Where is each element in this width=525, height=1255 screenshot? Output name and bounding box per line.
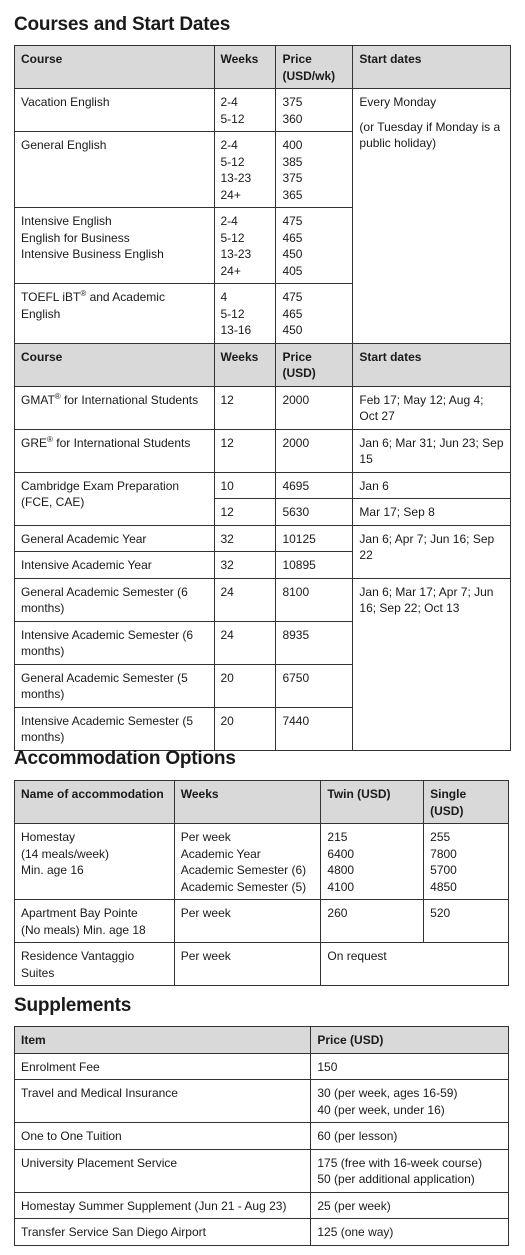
- course-weeks: 2-4 5-12 13-23 24+: [214, 132, 276, 208]
- course-weeks: 24: [214, 578, 276, 621]
- course-name: [15, 429, 215, 472]
- course-name: Vacation English: [15, 89, 215, 132]
- course-weeks: 4 5-12 13-16: [214, 284, 276, 344]
- header-price: Price (USD): [276, 343, 353, 386]
- supplements-header-row: [15, 1027, 509, 1054]
- accommodation-weeks: Per week: [174, 900, 321, 943]
- accommodation-header-row: [15, 781, 509, 824]
- table-row: [15, 824, 509, 900]
- accommodation-twin: 215 6400 4800 4100: [321, 824, 424, 900]
- course-start-dates: Jan 6: [353, 472, 511, 499]
- table-row: [15, 578, 511, 621]
- course-weeks: 12: [214, 429, 276, 472]
- course-price: 400 385 375 365: [276, 132, 353, 208]
- course-weeks: 20: [214, 664, 276, 707]
- course-price: 5630: [276, 499, 353, 526]
- course-weeks: 20: [214, 707, 276, 750]
- course-weeks: 2-4 5-12: [214, 89, 276, 132]
- accommodation-single: 520: [424, 900, 509, 943]
- supplement-price: 125 (one way): [311, 1219, 509, 1246]
- supplements-table: [14, 1026, 509, 1246]
- course-name: Intensive Academic Semester (6 months): [15, 621, 215, 664]
- course-weeks: 10: [214, 472, 276, 499]
- supplement-item: Travel and Medical Insurance: [15, 1080, 311, 1123]
- supplement-price: 30 (per week, ages 16-59) 40 (per week, under 16): [311, 1080, 509, 1123]
- course-name-part: TOEFL iBT: [21, 290, 81, 304]
- course-name: General Academic Semester (6 months): [15, 578, 215, 621]
- course-name: Intensive Academic Semester (5 months): [15, 707, 215, 750]
- header-price: Price (USD): [311, 1027, 509, 1054]
- courses-header-row: [15, 46, 511, 89]
- registered-mark: ®: [47, 434, 53, 444]
- accommodation-table: [14, 780, 509, 986]
- course-price: 7440: [276, 707, 353, 750]
- course-name-part: GRE: [21, 435, 48, 450]
- supplement-price: 25 (per week): [311, 1192, 509, 1219]
- table-row: [15, 386, 511, 429]
- table-row: [15, 1219, 509, 1246]
- course-name: General Academic Year: [15, 525, 215, 552]
- start-holiday-note: (or Tuesday if Monday is a public holiday): [359, 119, 501, 150]
- course-weeks: 2-4 5-12 13-23 24+: [214, 208, 276, 284]
- accommodation-twin: 260: [321, 900, 424, 943]
- start-every-monday: Every Monday: [359, 95, 437, 109]
- header-twin: Twin (USD): [321, 781, 424, 824]
- accommodation-name: Homestay (14 meals/week) Min. age 16: [15, 824, 175, 900]
- course-name: [15, 386, 215, 429]
- courses-header-row-2: [15, 343, 511, 386]
- course-weeks: 24: [214, 621, 276, 664]
- header-weeks: Weeks: [214, 343, 276, 386]
- course-price: 2000: [276, 386, 353, 429]
- course-price: 2000: [276, 429, 353, 472]
- table-row: [15, 525, 511, 552]
- supplement-item: Enrolment Fee: [15, 1053, 311, 1080]
- accommodation-weeks: Per week: [174, 943, 321, 986]
- course-name: General Academic Semester (5 months): [15, 664, 215, 707]
- table-row: [15, 1053, 509, 1080]
- accommodation-name: Apartment Bay Pointe (No meals) Min. age 18: [15, 900, 175, 943]
- course-weeks: 12: [214, 499, 276, 526]
- course-start-dates: Feb 17; May 12; Aug 4; Oct 27: [353, 386, 511, 429]
- table-row: [15, 1123, 509, 1150]
- course-name-part: for International Students: [60, 392, 199, 407]
- course-name-part: and Academic English: [21, 290, 165, 321]
- table-row: [15, 429, 511, 472]
- course-name: Cambridge Exam Preparation (FCE, CAE): [15, 472, 215, 525]
- course-weeks: 32: [214, 525, 276, 552]
- header-accommodation-name: Name of accommodation: [15, 781, 175, 824]
- table-row: [15, 943, 509, 986]
- supplement-item: University Placement Service: [15, 1149, 311, 1192]
- course-name: Intensive Academic Year: [15, 552, 215, 579]
- course-start-dates: Jan 6; Mar 17; Apr 7; Jun 16; Sep 22; Oct 13: [353, 578, 511, 750]
- header-single: Single (USD): [424, 781, 509, 824]
- course-price: 375 360: [276, 89, 353, 132]
- header-start-dates: Start dates: [353, 46, 511, 89]
- header-course: Course: [15, 343, 215, 386]
- header-course: Course: [15, 46, 215, 89]
- table-row: [15, 1080, 509, 1123]
- course-start-dates: Jan 6; Mar 31; Jun 23; Sep 15: [353, 429, 511, 472]
- courses-title: Courses and Start Dates: [14, 14, 231, 35]
- course-price: 8935: [276, 621, 353, 664]
- course-name-part: GMAT: [21, 392, 55, 407]
- course-weeks: 12: [214, 386, 276, 429]
- course-name-part: for International Students: [52, 435, 191, 450]
- table-row: [15, 1149, 509, 1192]
- course-price: 4695: [276, 472, 353, 499]
- supplement-price: 60 (per lesson): [311, 1123, 509, 1150]
- course-weeks: 32: [214, 552, 276, 579]
- course-price: 10895: [276, 552, 353, 579]
- registered-mark: ®: [80, 289, 87, 298]
- accommodation-price: On request: [321, 943, 509, 986]
- course-price: 6750: [276, 664, 353, 707]
- weekly-start-dates: [353, 89, 511, 344]
- header-weeks: Weeks: [174, 781, 321, 824]
- accommodation-single: 255 7800 5700 4850: [424, 824, 509, 900]
- accommodation-title: Accommodation Options: [14, 748, 236, 769]
- course-name: General English: [15, 132, 215, 208]
- table-row: [15, 472, 511, 499]
- course-name: [15, 284, 215, 344]
- courses-table: [14, 45, 511, 751]
- header-weeks: Weeks: [214, 46, 276, 89]
- header-item: Item: [15, 1027, 311, 1054]
- table-row: [15, 89, 511, 132]
- course-name: Intensive English English for Business Intensive Business English: [15, 208, 215, 284]
- table-row: [15, 1192, 509, 1219]
- supplement-item: Transfer Service San Diego Airport: [15, 1219, 311, 1246]
- course-price: 475 465 450: [276, 284, 353, 344]
- course-price: 10125: [276, 525, 353, 552]
- table-row: [15, 900, 509, 943]
- supplements-title: Supplements: [14, 995, 132, 1016]
- supplement-item: Homestay Summer Supplement (Jun 21 - Aug 23): [15, 1192, 311, 1219]
- supplement-price: 175 (free with 16-week course) 50 (per additional application): [311, 1149, 509, 1192]
- accommodation-weeks: Per week Academic Year Academic Semester (6) Academic Semester (5): [174, 824, 321, 900]
- header-price: Price (USD/wk): [276, 46, 353, 89]
- supplement-price: 150: [311, 1053, 509, 1080]
- course-price: 475 465 450 405: [276, 208, 353, 284]
- accommodation-name: Residence Vantaggio Suites: [15, 943, 175, 986]
- course-price: 8100: [276, 578, 353, 621]
- course-start-dates: Jan 6; Apr 7; Jun 16; Sep 22: [353, 525, 511, 578]
- registered-mark: ®: [54, 391, 61, 401]
- course-start-dates: Mar 17; Sep 8: [353, 499, 511, 526]
- supplement-item: One to One Tuition: [15, 1123, 311, 1150]
- header-start-dates: Start dates: [353, 343, 511, 386]
